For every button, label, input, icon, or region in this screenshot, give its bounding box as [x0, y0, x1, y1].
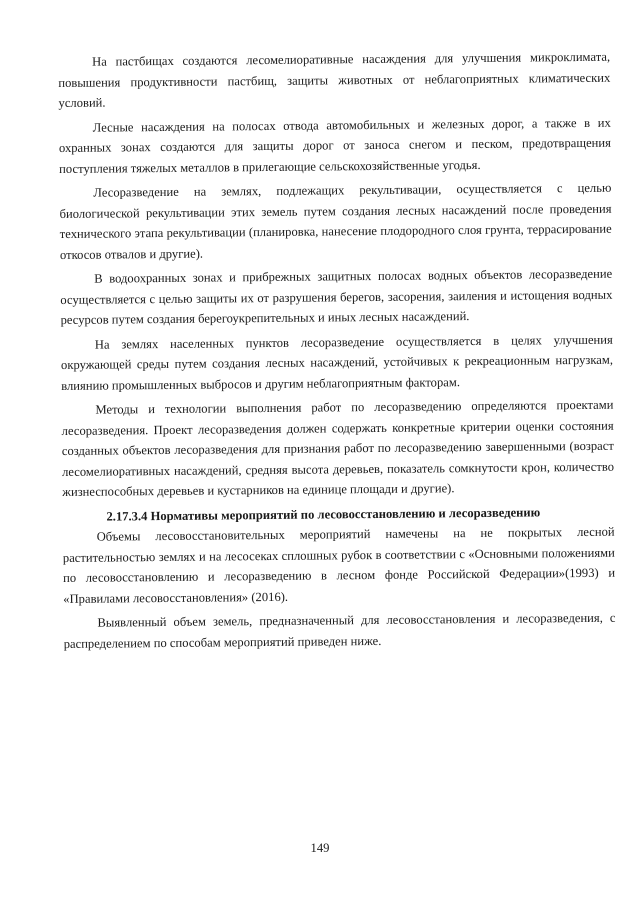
paragraph-recultivation: Лесоразведение на землях, подлежащих рекультивации, осуществляется с целью биологической рекультивации этих земель путем создания лесных насаждений после проведения технического этапа рекультивации (планировка, нанесение плодородного слоя грунта, террасирование откосов отвалов и другие). [59, 180, 612, 262]
page-content [58, 47, 616, 658]
paragraph-roads: Лесные насаждения на полосах отвода автомобильных и железных дорог, а также в их охранных зонах создаются для защиты дорог от заноса снегом и песком, предотвращения поступления тяжелых металлов в прилегающие сельскохозяйственные угодья. [58, 115, 611, 176]
section-heading: 2.17.3.4 Нормативы мероприятий по лесовосстановлению и лесоразведению [106, 504, 541, 524]
page-number: 149 [310, 841, 330, 855]
paragraph-methods: Методы и технологии выполнения работ по лесоразведению определяются проектами лесоразведения. Проект лесоразведения должен содержать конкретные критерии оценки состояния созданных объектов лесоразведения для признания работ по лесоразведению завершенными (возраст лесомелиоративных насаждений, средняя высота деревьев, показатель сомкнутости крон, количество жизнеспособных деревьев и кустарников на единице площади и другие). [61, 397, 615, 499]
paragraph-settlements: На землях населенных пунктов лесоразведение осуществляется в целях улучшения окружающей среды путем создания лесных насаждений, устойчивых к рекреационным нагрузкам, влиянию промышленных выбросов и другим неблагоприятным факторам. [60, 332, 614, 393]
paragraph-pastures: На пастбищах создаются лесомелиоративные насаждения для улучшения микроклимата, повышения продуктивности пастбищ, защиты животных от неблагоприятных климатических условий. [58, 49, 611, 110]
paragraph-water-zones: В водоохранных зонах и прибрежных защитных полосах водных объектов лесоразведение осуществляется с целью защиты их от разрушения берегов, засорения, заиления и истощения водных ресурсов путем создания берегоукрепительных и иных лесных насаждений. [60, 266, 613, 327]
paragraph-volumes: Объемы лесовосстановительных мероприятий намечены на не покрытых лесной растительностью землях и на лесосеках сплошных рубок в соответствии с «Основными положениями по лесовосстановлению и лесоразведению в лесном фонде Российской Федерации»(1993) и «Правилами лесовосстановления» (2016). [62, 524, 616, 606]
paragraph-identified-land: Выявленный объем земель, предназначенный для лесовосстановления и лесоразведения, с распределением по способам мероприятий приведен ниже. [63, 610, 616, 651]
